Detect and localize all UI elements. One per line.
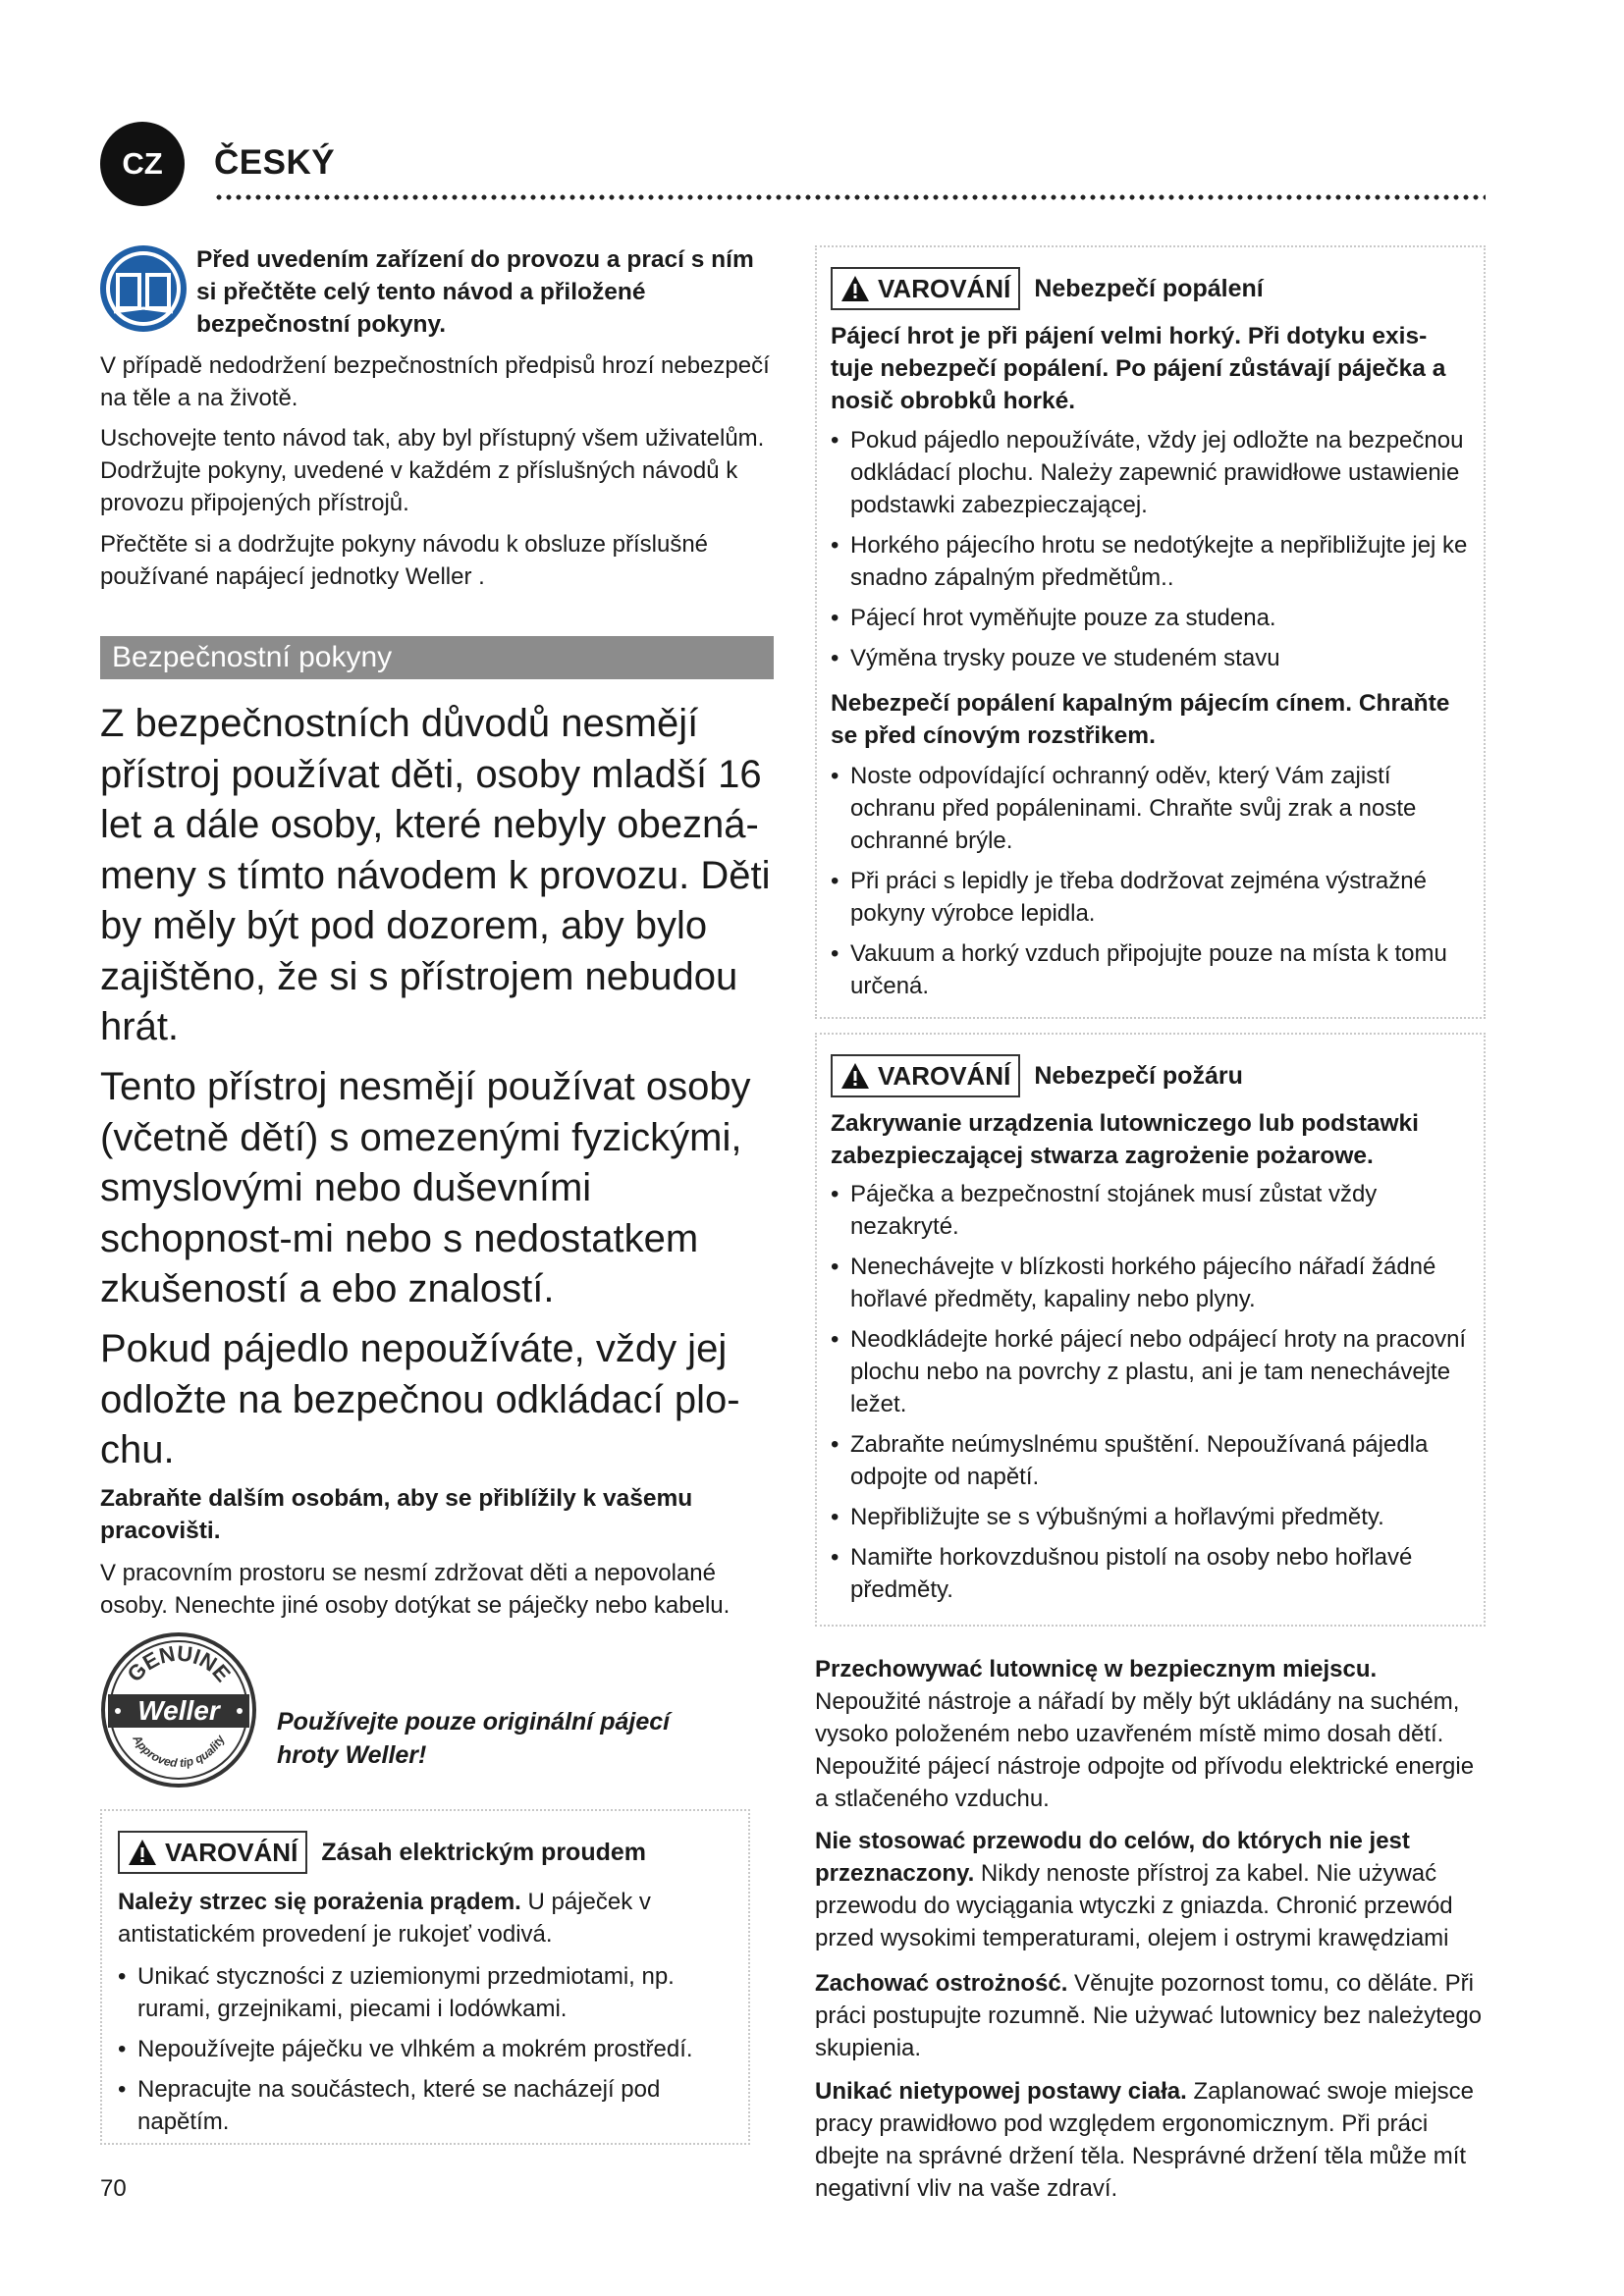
language-badge: CZ: [100, 122, 185, 206]
list-item: • Noste odpovídající ochranný oděv, který Vám zajistí ochranu před popáleninami. Chraňte svůj zrak a noste ochranné brýle.: [831, 760, 1474, 857]
warning-title: Nebezpečí požáru: [1034, 1061, 1243, 1090]
header-dotted-rule: [214, 192, 1486, 202]
seal-bottom: Approved tip quality: [130, 1733, 228, 1771]
list-item: • Pájecí hrot vyměňujte pouze za studena.: [831, 602, 1474, 634]
intro-paragraph-2: Uschovejte tento návod tak, aby byl přístupný všem uživatelům. Dodržujte pokyny, uvedené v každém z příslušných návodů k provozu připojených přístrojů.: [100, 425, 765, 516]
warning-list-2: [831, 752, 1474, 1002]
warning-list: [831, 1170, 1474, 1606]
warning-list-1: [831, 416, 1474, 674]
seal-brand: Weller: [137, 1695, 220, 1726]
warning-triangle-icon: [840, 1062, 870, 1090]
safety-big-paragraph-1: Z bezpečnostních důvodů nesmějí přístroj používat děti, osoby mladší 16 let a dále osoby, které nebyly obezná-meny s tímto návodem k provozu. Děti by měly být pod dozorem, aby bylo zajištěno, že si s přístrojem nebudou hrát.: [100, 702, 771, 1048]
warning-label: VAROVÁNÍ: [831, 1054, 1020, 1097]
list-item: • Vakuum a horký vzduch připojujte pouze na místa k tomu určená.: [831, 937, 1474, 1002]
paragraph-be-careful: Zachować ostrożność. Věnujte pozornost tomu, co děláte. Při práci postupujte rozumně. Nie używać lutownicy bez należytego skupienia.: [815, 1970, 1483, 2061]
warning-bold-1: Zakrywanie urządzenia lutowniczego lub podstawki zabezpieczającej stwarza zagrożenie pożarowe.: [831, 1110, 1419, 1169]
intro-paragraph-3: Přečtěte si a dodržujte pokyny návodu k obsluze příslušné používané napájecí jednotky Weller .: [100, 531, 709, 590]
section-heading-safety: Bezpečnostní pokyny: [100, 636, 774, 679]
safety-paragraph: V pracovním prostoru se nesmí zdržovat děti a nepovolané osoby. Nenechte jiné osoby dotýkat se páječky nebo kabelu.: [100, 1560, 731, 1619]
language-title: ČESKÝ: [214, 143, 336, 182]
list-item: • Nepoužívejte páječku ve vlhkém a mokrém prostředí.: [118, 2033, 731, 2065]
list-item: • Nenechávejte v blízkosti horkého pájecího nářadí žádné hořlavé předměty, kapaliny nebo plyny.: [831, 1251, 1474, 1315]
warning-box-burn: [815, 245, 1486, 1019]
warning-list: [118, 1952, 731, 2138]
safety-big-paragraph-2: Tento přístroj nesmějí používat osoby (včetně dětí) s omezenými fyzickými, smyslovými nebo duševními schopnost-mi nebo s nedostatkem zkušeností a ebo znalostí.: [100, 1065, 751, 1310]
warning-title: Zásah elektrickým proudem: [321, 1838, 647, 1866]
safety-bold-note: Zabraňte dalším osobám, aby se přiblížily k vašemu pracovišti.: [100, 1485, 693, 1544]
warning-bold-2: Nebezpečí popálení kapalným pájecím cínem. Chraňte se před cínovým rozstřikem.: [831, 690, 1450, 749]
warning-lead: Należy strzec się porażenia prądem. U páječek v antistatickém provedení je rukojeť vodivá.: [118, 1889, 651, 1948]
warning-label: VAROVÁNÍ: [831, 267, 1020, 310]
list-item: • Nepřibližujte se s výbušnými a hořlavými předměty.: [831, 1501, 1474, 1533]
list-item: • Výměna trysky pouze ve studeném stavu: [831, 642, 1474, 674]
intro-bold-note: Před uvedením zařízení do provozu a prací s ním si přečtěte celý tento návod a přiložené bezpečnostní pokyny.: [196, 246, 754, 338]
paragraph-posture: Unikać nietypowej postawy ciała. Zaplanować swoje miejsce pracy prawidłowo pod względem ergonomicznym. Při práci dbejte na správné držení těla. Nesprávné držení těla může mít negativní vliv na vaše zdraví.: [815, 2078, 1474, 2202]
seal-top: GENUINE: [122, 1640, 236, 1687]
paragraph-store-safely: Przechowywać lutownicę w bezpiecznym miejscu. Nepoužité nástroje a nářadí by měly být ukládány na suchém, vysoko položeném nebo uzavřeném místě mimo dosah dětí. Nepoužité pájecí nástroje odpojte od přívodu elektrické energie a stlačeného vzduchu.: [815, 1656, 1475, 1812]
warning-box-fire: [815, 1033, 1486, 1627]
list-item: • Horkého pájecího hrotu se nedotýkejte a nepřibližujte jej ke snadno zápalným předmětům..: [831, 529, 1474, 594]
warning-label: VAROVÁNÍ: [118, 1831, 307, 1874]
list-item: • Namiřte horkovzdušnou pistolí na osoby nebo hořlavé předměty.: [831, 1541, 1474, 1606]
list-item: • Nepracujte na součástech, které se nacházejí pod napětím.: [118, 2073, 731, 2138]
list-item: • Neodkládejte horké pájecí nebo odpájecí hroty na pracovní plochu nebo na povrchy z plastu, ani je tam nenechávejte ležet.: [831, 1323, 1474, 1420]
warning-triangle-icon: [128, 1839, 157, 1866]
read-manual-icon: [98, 243, 189, 334]
page-number: 70: [100, 2175, 127, 2202]
genuine-weller-seal-icon: [100, 1631, 257, 1789]
list-item: • Páječka a bezpečnostní stojánek musí zůstat vždy nezakryté.: [831, 1178, 1474, 1243]
list-item: • Unikać styczności z uziemionymi przedmiotami, np. rurami, grzejnikami, piecami i lodówkami.: [118, 1960, 731, 2025]
list-item: • Při práci s lepidly je třeba dodržovat zejména výstražné pokyny výrobce lepidla.: [831, 865, 1474, 930]
paragraph-cable-use: Nie stosować przewodu do celów, do których nie jest przeznaczony. Nikdy nenoste přístroj za kabel. Nie używać przewodu do wyciągania wtyczki z gniazda. Chronić przewód przed wysokimi temperaturami, olejem i ostrymi krawędziami: [815, 1828, 1453, 1951]
warning-triangle-icon: [840, 275, 870, 302]
warning-bold-1: Pájecí hrot je při pájení velmi horký. Při dotyku exis-tuje nebezpečí popálení. Po pájení zůstávají páječka a nosič obrobků horké.: [831, 323, 1446, 414]
list-item: • Pokud pájedlo nepoužíváte, vždy jej odložte na bezpečnou odkládací plochu. Należy zapewnić prawidłowe ustawienie podstawki zabezpieczającej.: [831, 424, 1474, 521]
warning-title: Nebezpečí popálení: [1034, 274, 1264, 302]
safety-big-paragraph-3: Pokud pájedlo nepoužíváte, vždy jej odložte na bezpečnou odkládací plo-chu.: [100, 1327, 740, 1471]
warning-box-electric: [100, 1809, 750, 2145]
list-item: • Zabraňte neúmyslnému spuštění. Nepoužívaná pájedla odpojte od napětí.: [831, 1428, 1474, 1493]
genuine-tips-note: Používejte pouze originální pájecí hroty Weller!: [277, 1708, 671, 1769]
intro-paragraph-1: V případě nedodržení bezpečnostních předpisů hrozí nebezpečí na těle a na životě.: [100, 352, 770, 411]
